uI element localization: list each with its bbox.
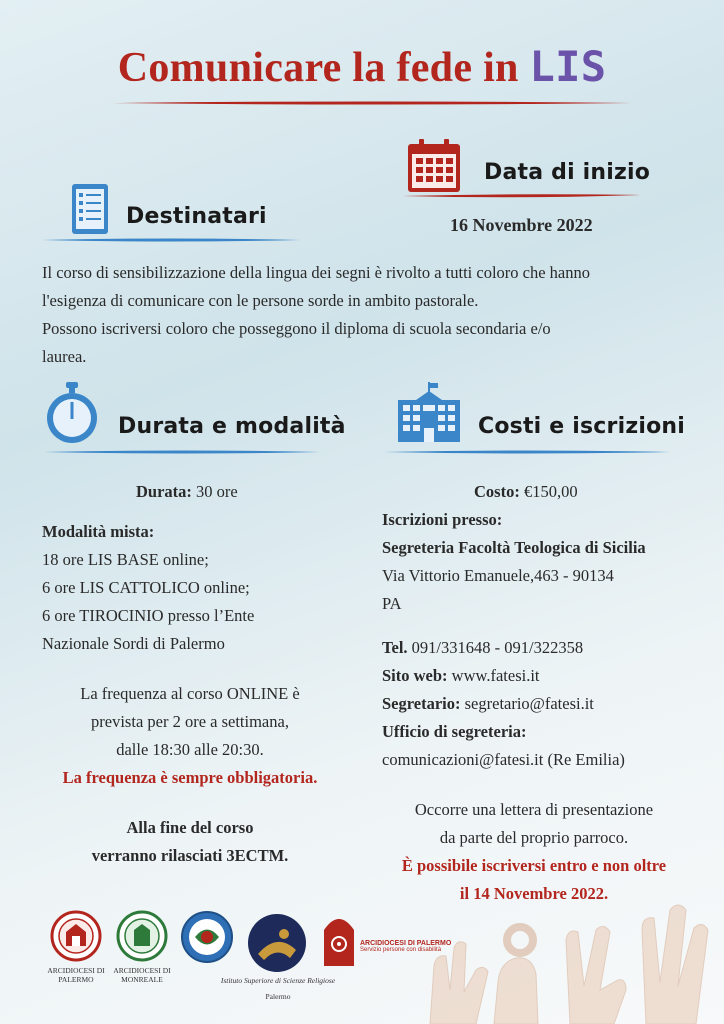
tel-value[interactable]: 091/331648 - 091/322358 [411,638,584,657]
segretario-line [382,690,712,718]
frequenza-line: prevista per 2 ore a settimana, [91,712,289,731]
segretario-email[interactable]: segretario@fatesi.it [464,694,594,713]
address-line: PA [382,594,402,613]
costi-underline [384,449,670,455]
data-inizio-underline [402,193,640,199]
servizio-title: ARCIDIOCESI DI PALERMO [360,940,452,947]
ens-seal [180,910,234,964]
data-inizio-date: 16 Novembre 2022 [450,215,593,235]
durata-underline [44,449,320,455]
durata-heading: Durata e modalità [118,414,346,439]
destinatari-line: Il corso di sensibilizzazione della lingua dei segni è rivolto a tutti coloro che hanno [42,263,591,282]
durata-label: Durata: [136,482,192,501]
calendar-icon [406,136,462,194]
destinatari-text [42,259,692,371]
scadenza-line: È possibile iscriversi entro e non oltre [401,856,667,875]
document-list-icon [70,182,110,236]
segreteria-name: Segreteria Facoltà Teologica di Sicilia [382,538,646,557]
destinatari-heading: Destinatari [126,204,267,229]
costo-label: Costo: [474,482,520,501]
issr-logo [244,912,310,974]
tel-label: Tel. [382,638,408,657]
frequenza-line: dalle 18:30 alle 20:30. [116,740,264,759]
ufficio-email[interactable]: comunicazioni@fatesi.it (Re Emilia) [382,750,625,769]
frequenza-line: La frequenza al corso ONLINE è [80,684,300,703]
page-title [0,42,724,92]
note-line: Occorre una lettera di presentazione [414,800,654,819]
sito-link[interactable]: www.fatesi.it [451,666,540,685]
servizio-sub: Servizio persone con disabilità [360,947,442,953]
note-line: da parte del proprio parroco. [439,828,629,847]
sito-line [382,662,712,690]
modalita-item: 18 ore LIS BASE online; [42,550,209,569]
sito-label: Sito web: [382,666,448,685]
costo-line [474,478,578,506]
contacts-block [382,634,712,774]
stopwatch-icon [44,380,100,446]
destinatari-line: Possono iscriversi coloro che posseggono il diploma di scuola secondaria e/o [42,319,551,338]
destinatari-underline [42,237,300,243]
frequenza-block [22,680,358,792]
title-underline [112,100,632,106]
segretario-label: Segretario: [382,694,461,713]
tel-line [382,634,712,662]
ufficio-label: Ufficio di segreteria: [382,722,527,741]
issr-caption: Istituto Superiore di Scienze Religiose [220,976,336,985]
modalita-block [42,518,342,658]
modalita-item: 6 ore TIROCINIO presso l’Ente [42,606,255,625]
costo-value: €150,00 [523,482,578,501]
arcidiocesi-monreale-seal [116,910,168,962]
servizio-caption [360,940,470,953]
issr-city: Palermo [265,992,291,1001]
address-line: Via Vittorio Emanuele,463 - 90134 [382,566,614,585]
scadenza-date: il 14 Novembre 2022. [459,884,609,903]
modalita-item: Nazionale Sordi di Palermo [42,634,225,653]
arcidiocesi-palermo-seal [50,910,102,962]
modalita-label: Modalità mista: [42,522,155,541]
title-main: Comunicare la fede in [117,45,519,91]
modalita-item: 6 ore LIS CATTOLICO online; [42,578,250,597]
data-inizio-heading: Data di inizio [484,160,651,185]
servizio-disabilita-logo [322,910,356,968]
fine-corso-block [22,814,358,870]
durata-line [136,478,238,506]
destinatari-line: l'esigenza di comunicare con le persone sorde in ambito pastorale. [42,291,479,310]
frequenza-obbligatoria: La frequenza è sempre obbligatoria. [62,768,318,787]
fine-corso-line: Alla fine del corso [126,818,254,837]
iscrizioni-label: Iscrizioni presso: [382,510,503,529]
monreale-logo-caption: ARCIDIOCESI DI MONREALE [113,966,171,984]
iscrizioni-block [382,506,712,618]
building-icon [396,382,462,444]
costi-heading: Costi e iscrizioni [478,414,685,439]
palermo-logo-caption: ARCIDIOCESI DI PALERMO [47,966,105,984]
durata-value: 30 ore [196,482,238,501]
title-lis: LIS [529,42,607,91]
fine-corso-line: verranno rilasciati 3ECTM. [91,846,289,865]
destinatari-line: laurea. [42,347,87,366]
